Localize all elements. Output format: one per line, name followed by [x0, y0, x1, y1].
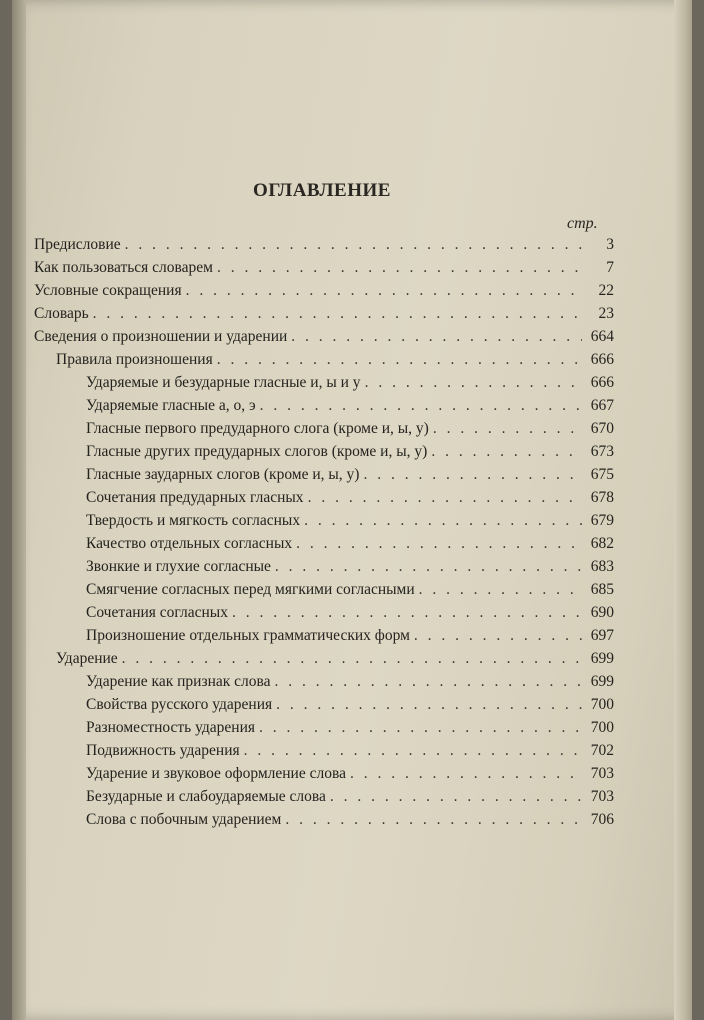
toc-entry-title: Предисловие [34, 236, 121, 253]
toc-entry [34, 558, 614, 581]
toc-entry [34, 535, 614, 558]
toc-entry [34, 466, 614, 489]
toc-entry-title: Ударяемые гласные а, о, э [86, 397, 256, 414]
toc-entry-title: Гласные других предударных слогов (кроме и, ы, у) [86, 443, 428, 460]
toc-entry-page-number: 699 [590, 673, 614, 690]
toc-entry [34, 374, 614, 397]
toc-entry-page-number: 703 [590, 765, 614, 782]
dot-leader [419, 581, 582, 599]
toc-entry-page-number: 699 [590, 650, 614, 667]
toc-entry-page-number: 697 [590, 627, 614, 644]
dot-leader [217, 259, 582, 277]
toc-entry-title: Твердость и мягкость согласных [86, 512, 301, 529]
dot-leader [304, 512, 582, 530]
dot-leader [414, 627, 582, 645]
page-column-header: стр. [567, 215, 598, 232]
toc-entry-page-number: 682 [590, 535, 614, 552]
toc-entry-title: Правила произношения [56, 351, 213, 368]
toc-entry-page-number: 703 [590, 788, 614, 805]
toc-entry-title: Звонкие и глухие согласные [86, 558, 271, 575]
dot-leader [259, 719, 582, 737]
page-edge [674, 0, 692, 1020]
dot-leader [122, 650, 582, 668]
toc-entry-page-number: 700 [590, 696, 614, 713]
dot-leader [433, 420, 582, 438]
toc-entry-title: Ударение и звуковое оформление слова [86, 765, 346, 782]
toc-entry-page-number: 690 [590, 604, 614, 621]
toc-entry-page-number: 664 [590, 328, 614, 345]
toc-entry-title: Гласные первого предударного слога (кроме и, ы, у) [86, 420, 429, 437]
toc-entry-page-number: 670 [590, 420, 614, 437]
toc-entry-page-number: 666 [590, 351, 614, 368]
dot-leader [350, 765, 582, 783]
toc-entry-page-number: 706 [590, 811, 614, 828]
dot-leader [260, 397, 582, 415]
toc-entry [34, 627, 614, 650]
toc-entry-page-number: 7 [606, 259, 614, 276]
dot-leader [244, 742, 582, 760]
dot-leader [285, 811, 582, 829]
toc-entry [34, 512, 614, 535]
dot-leader [275, 558, 582, 576]
toc-entry-title: Произношение отдельных грамматических форм [86, 627, 410, 644]
toc-entry-title: Подвижность ударения [86, 742, 240, 759]
page-title: ОГЛАВЛЕНИЕ [253, 180, 391, 201]
toc-entry-title: Ударяемые и безударные гласные и, ы и у [86, 374, 361, 391]
dot-leader [93, 305, 582, 323]
toc-entry-title: Ударение как признак слова [86, 673, 271, 690]
toc-entry [34, 811, 614, 834]
toc-entry [34, 581, 614, 604]
dot-leader [291, 328, 582, 346]
toc-entry [34, 742, 614, 765]
toc-entry-title: Слова с побочным ударением [86, 811, 282, 828]
toc-entry-page-number: 685 [590, 581, 614, 598]
toc-entry-title: Смягчение согласных перед мягкими согласными [86, 581, 415, 598]
dot-leader [365, 374, 582, 392]
toc-entry-page-number: 23 [598, 305, 614, 322]
book-page [12, 0, 692, 1020]
dot-leader [232, 604, 582, 622]
toc-entry-page-number: 683 [590, 558, 614, 575]
toc-entry-title: Словарь [34, 305, 89, 322]
dot-leader [186, 282, 582, 300]
toc-entry-page-number: 3 [606, 236, 614, 253]
toc-entry [34, 420, 614, 443]
table-of-contents [34, 236, 614, 834]
toc-entry [34, 765, 614, 788]
toc-entry [34, 328, 614, 351]
toc-entry-title: Как пользоваться словарем [34, 259, 213, 276]
toc-entry-page-number: 679 [590, 512, 614, 529]
toc-entry-page-number: 666 [590, 374, 614, 391]
toc-entry [34, 259, 614, 282]
toc-entry [34, 489, 614, 512]
toc-entry-title: Гласные заударных слогов (кроме и, ы, у) [86, 466, 360, 483]
dot-leader [308, 489, 582, 507]
toc-entry [34, 673, 614, 696]
toc-entry-title: Сочетания согласных [86, 604, 228, 621]
dot-leader [363, 466, 582, 484]
dot-leader [276, 696, 582, 714]
toc-entry [34, 236, 614, 259]
toc-entry-page-number: 700 [590, 719, 614, 736]
toc-entry-title: Условные сокращения [34, 282, 182, 299]
dot-leader [125, 236, 582, 254]
toc-entry [34, 788, 614, 811]
toc-entry [34, 650, 614, 673]
toc-entry-page-number: 678 [590, 489, 614, 506]
toc-entry [34, 397, 614, 420]
dot-leader [217, 351, 582, 369]
book-spine-shadow [12, 0, 26, 1020]
toc-entry-title: Разноместность ударения [86, 719, 256, 736]
toc-entry [34, 719, 614, 742]
toc-entry-title: Ударение [56, 650, 118, 667]
toc-entry [34, 443, 614, 466]
toc-entry-page-number: 667 [590, 397, 614, 414]
dot-leader [275, 673, 582, 691]
toc-entry-page-number: 702 [590, 742, 614, 759]
dot-leader [330, 788, 582, 806]
toc-entry-title: Сведения о произношении и ударении [34, 328, 288, 345]
toc-entry-title: Сочетания предударных гласных [86, 489, 304, 506]
dot-leader [431, 443, 582, 461]
toc-entry-title: Качество отдельных согласных [86, 535, 293, 552]
toc-entry [34, 351, 614, 374]
toc-entry [34, 305, 614, 328]
toc-entry-page-number: 675 [590, 466, 614, 483]
dot-leader [296, 535, 582, 553]
toc-entry [34, 696, 614, 719]
toc-entry [34, 282, 614, 305]
toc-entry-page-number: 22 [598, 282, 614, 299]
toc-entry-title: Свойства русского ударения [86, 696, 273, 713]
toc-entry [34, 604, 614, 627]
toc-entry-title: Безударные и слабоударяемые слова [86, 788, 326, 805]
toc-entry-page-number: 673 [590, 443, 614, 460]
